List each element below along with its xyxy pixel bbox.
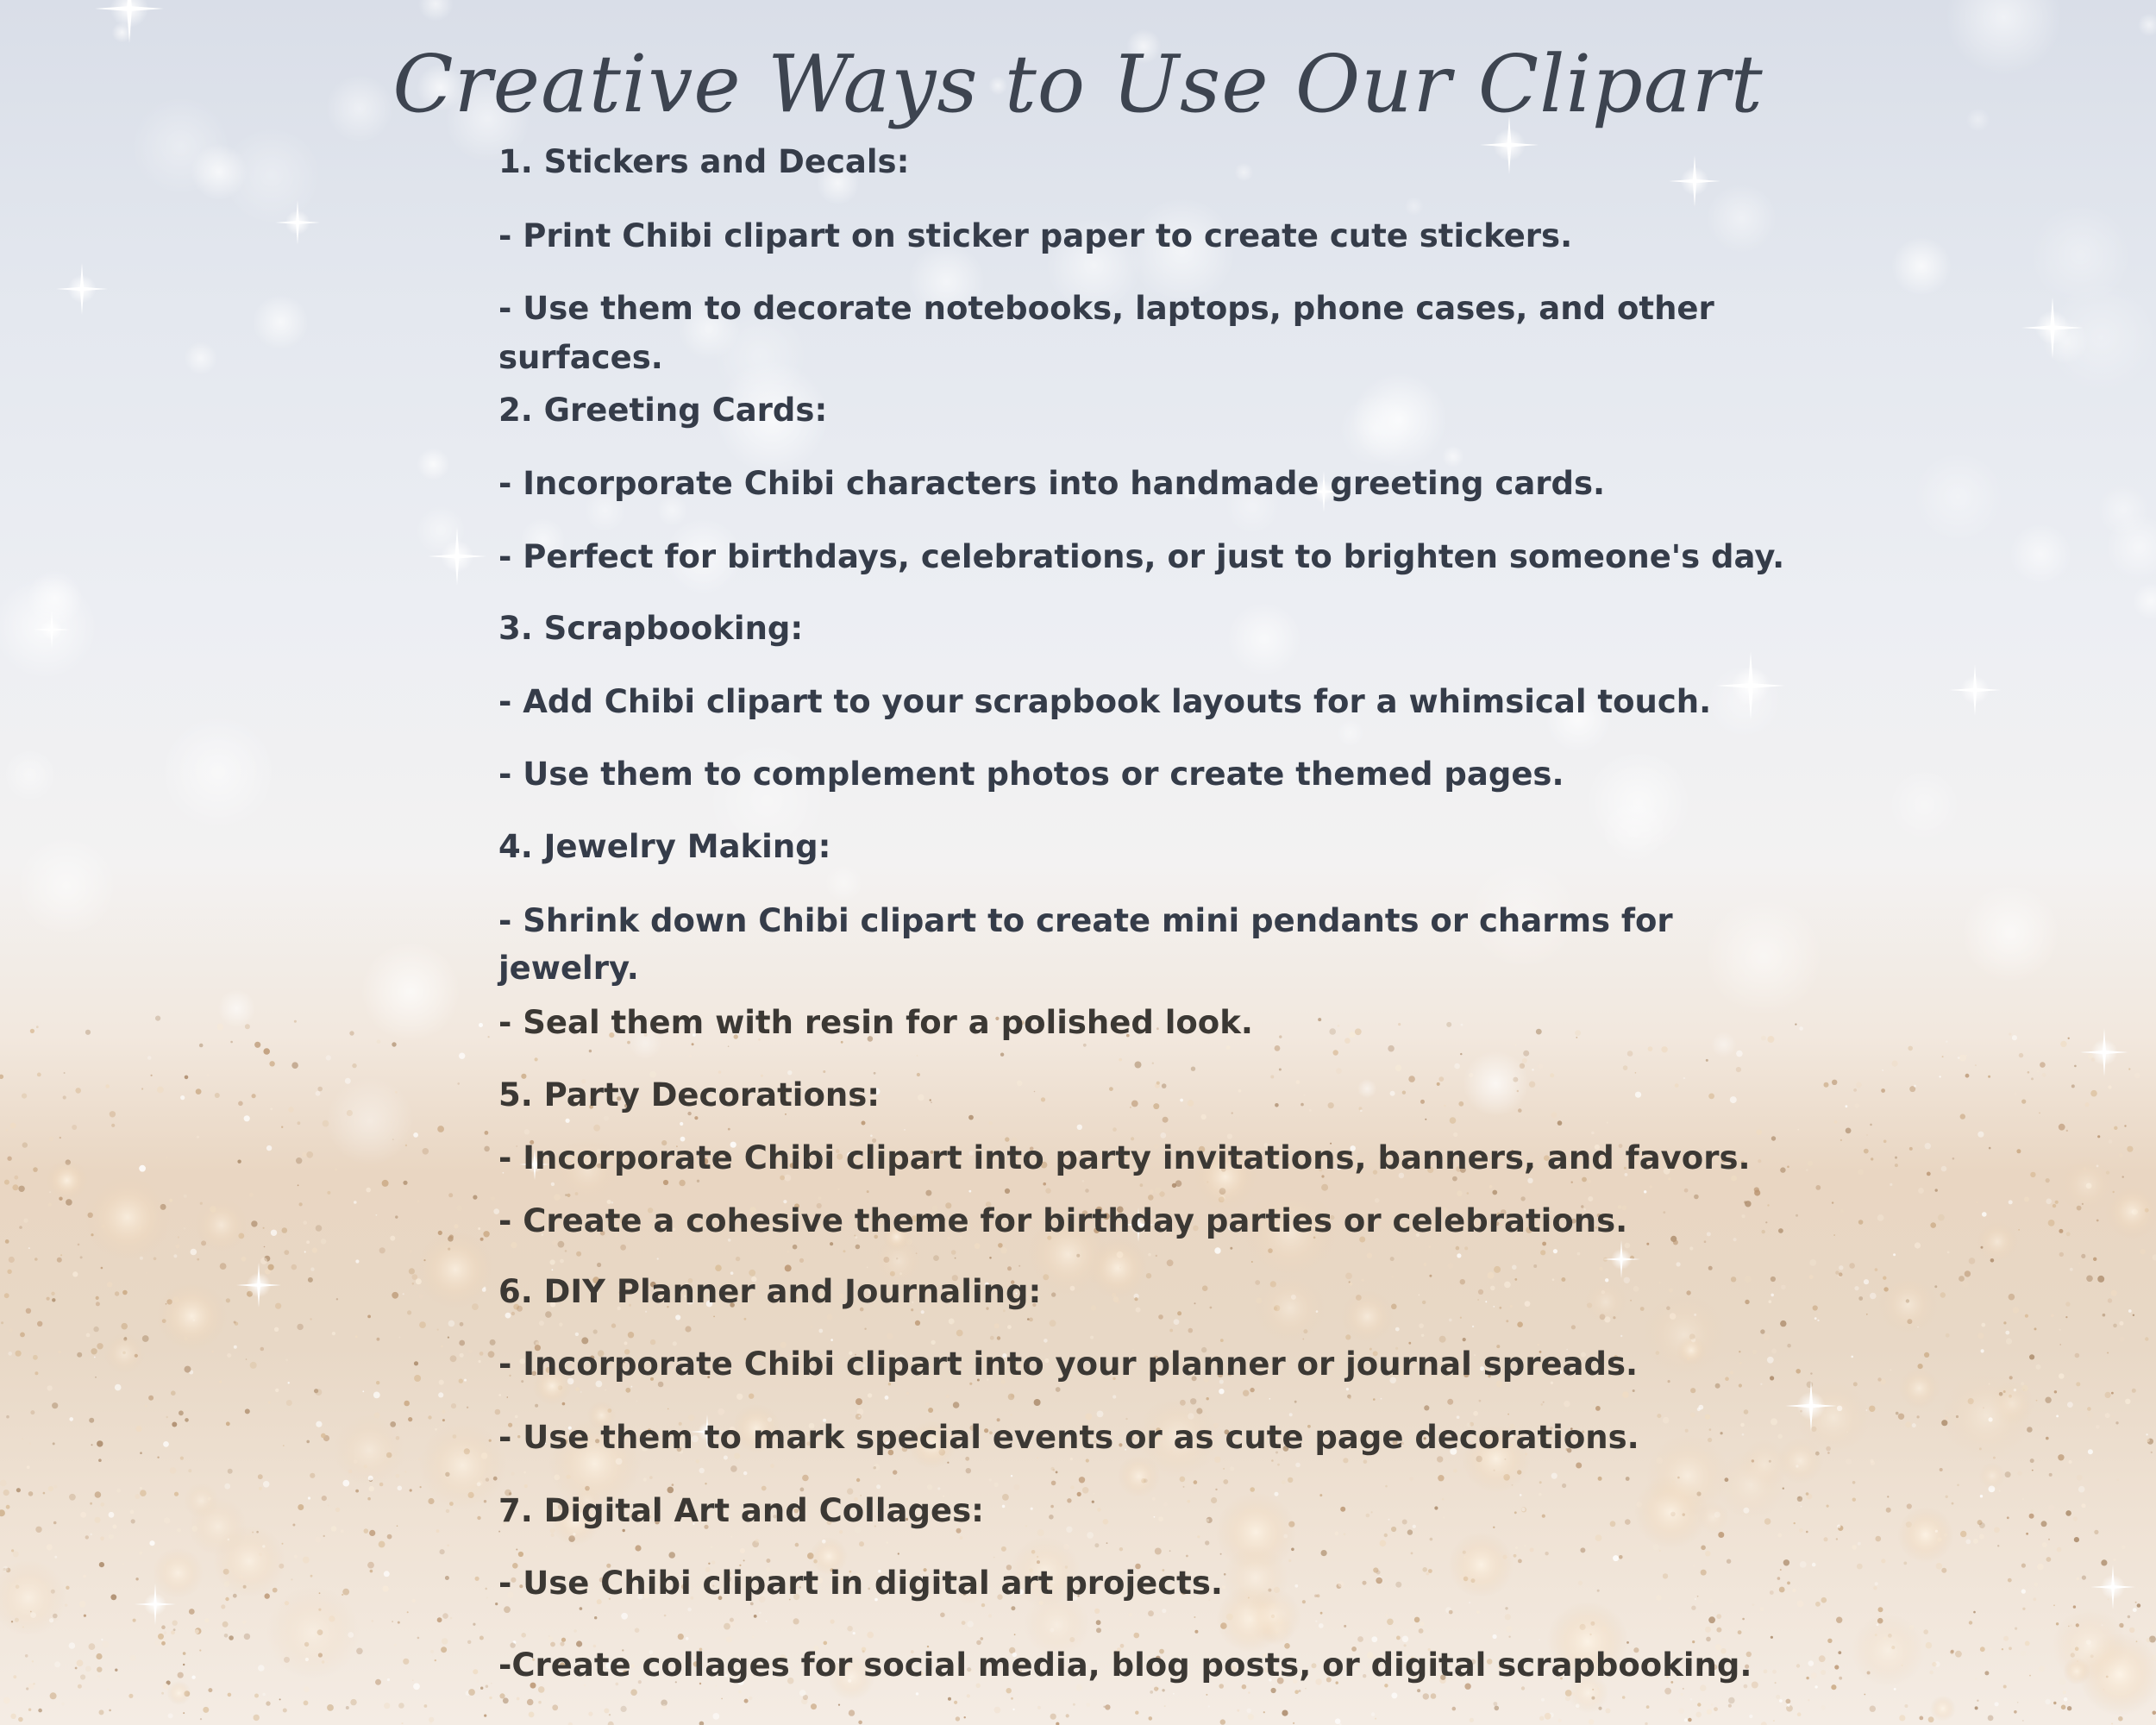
page-title: Creative Ways to Use Our Clipart xyxy=(392,38,1764,130)
list-item: - Seal them with resin for a polished look. xyxy=(498,1004,1253,1041)
list-item: -Create collages for social media, blog posts, or digital scrapbooking. xyxy=(498,1647,1752,1684)
list-item: - Create a cohesive theme for birthday parties or celebrations. xyxy=(498,1202,1628,1239)
list-item: - Incorporate Chibi characters into handmade greeting cards. xyxy=(498,465,1606,502)
list-item: - Use them to complement photos or create themed pages. xyxy=(498,756,1564,793)
section-heading-party: 5. Party Decorations: xyxy=(498,1076,881,1113)
section-heading-planner: 6. DIY Planner and Journaling: xyxy=(498,1273,1042,1310)
section-heading-stickers: 1. Stickers and Decals: xyxy=(498,143,910,180)
section-heading-greeting-cards: 2. Greeting Cards: xyxy=(498,392,828,429)
list-item: - Add Chibi clipart to your scrapbook layouts for a whimsical touch. xyxy=(498,683,1712,720)
list-item: - Print Chibi clipart on sticker paper to create cute stickers. xyxy=(498,217,1573,254)
list-item-continuation: jewelry. xyxy=(498,950,639,987)
list-item: - Shrink down Chibi clipart to create mini pendants or charms for xyxy=(498,902,1673,939)
section-heading-scrapbooking: 3. Scrapbooking: xyxy=(498,610,804,647)
list-item: - Use them to decorate notebooks, laptops, phone cases, and other xyxy=(498,290,1714,327)
section-heading-jewelry: 4. Jewelry Making: xyxy=(498,828,831,865)
section-heading-digital-art: 7. Digital Art and Collages: xyxy=(498,1492,984,1529)
list-item: - Perfect for birthdays, celebrations, or just to brighten someone's day. xyxy=(498,538,1785,575)
list-item: - Incorporate Chibi clipart into your planner or journal spreads. xyxy=(498,1346,1639,1383)
list-item: - Use them to mark special events or as cute page decorations. xyxy=(498,1419,1639,1456)
list-item: - Use Chibi clipart in digital art projects. xyxy=(498,1565,1223,1602)
list-item-continuation: surfaces. xyxy=(498,339,663,376)
list-item: - Incorporate Chibi clipart into party invitations, banners, and favors. xyxy=(498,1139,1751,1176)
